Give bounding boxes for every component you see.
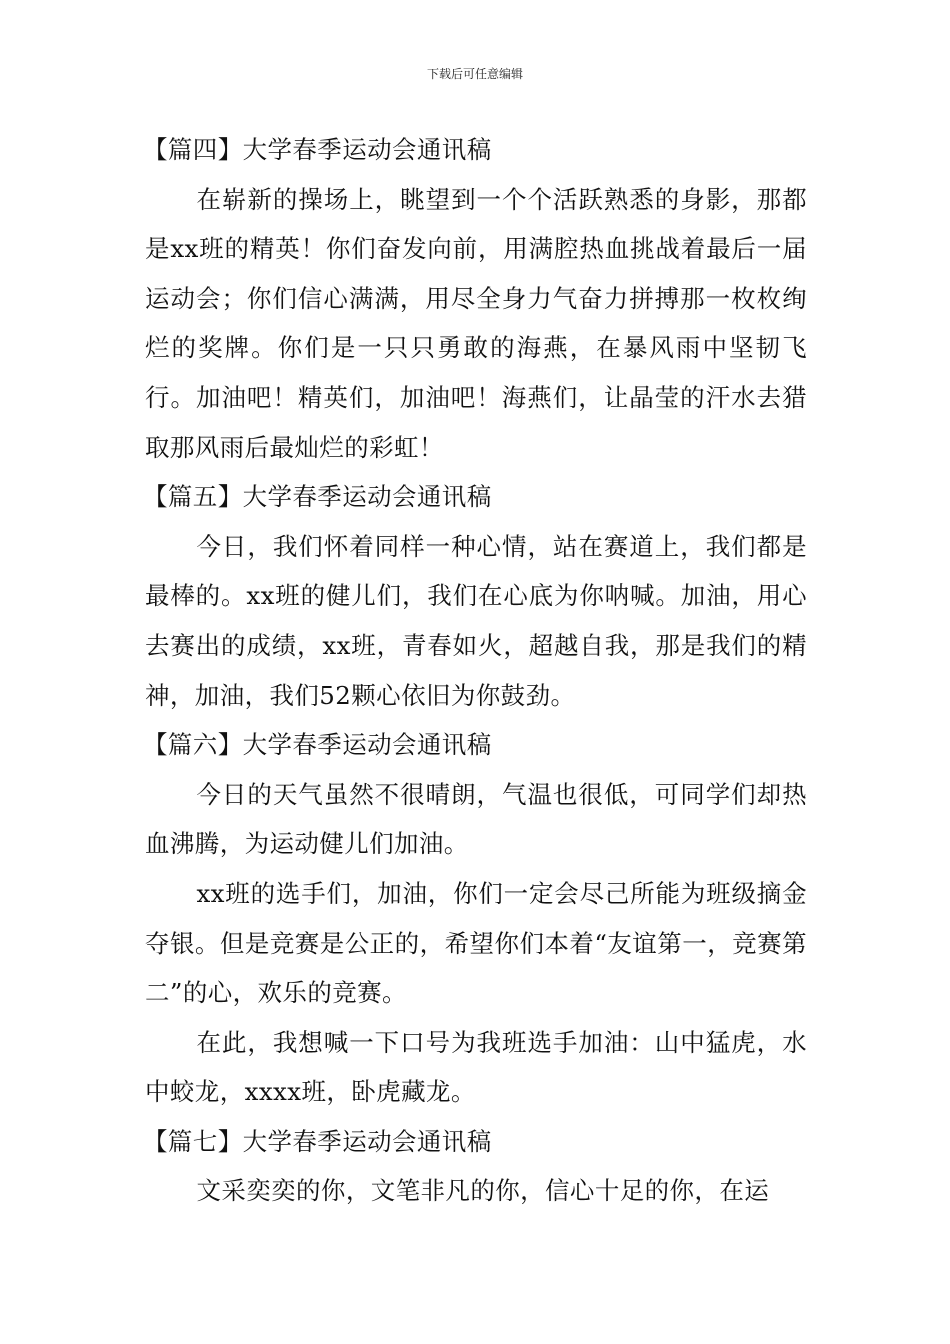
page-header: 下载后可任意编辑 (426, 67, 523, 81)
section-5 (145, 472, 807, 720)
paragraph: 在崭新的操场上，眺望到一个个活跃熟悉的身影，那都是xx班的精英！你们奋发向前，用满腔热血挑战着最后一届运动会；你们信心满满，用尽全身力气奋力拼搏那一枚枚绚烂的奖牌。你们是一只只勇敢的海燕，在暴风雨中坚韧飞行。加油吧！精英们，加油吧！海燕们，让晶莹的汗水去猎取那风雨后最灿烂的彩虹！ (145, 184, 807, 462)
section-title: 【篇七】大学春季运动会通讯稿 (143, 1126, 492, 1156)
paragraph: xx班的选手们，加油，你们一定会尽己所能为班级摘金夺银。但是竞赛是公正的，希望你们本着“友谊第一，竞赛第二”的心，欢乐的竞赛。 (145, 878, 807, 1008)
section-title: 【篇六】大学春季运动会通讯稿 (143, 730, 492, 760)
section-7 (145, 1117, 807, 1216)
paragraph: 今日的天气虽然不很晴朗，气温也很低，可同学们却热血沸腾，为运动健儿们加油。 (145, 779, 807, 859)
section-title: 【篇四】大学春季运动会通讯稿 (143, 135, 492, 164)
paragraph: 文采奕奕的你，文笔非凡的你，信心十足的你，在运 (196, 1176, 770, 1206)
paragraph: 在此，我想喊一下口号为我班选手加油：山中猛虎，水中蛟龙，xxxx班，卧虎藏龙。 (145, 1027, 807, 1107)
section-4 (145, 125, 807, 472)
section-6 (145, 720, 807, 1117)
paragraph: 今日，我们怀着同样一种心情，站在赛道上，我们都是最棒的。xx班的健儿们，我们在心底为你呐喊。加油，用心去赛出的成绩，xx班，青春如火，超越自我，那是我们的精神，加油，我们52颗心依旧为你鼓劲。 (145, 531, 807, 710)
document-body (145, 125, 807, 1216)
section-title: 【篇五】大学春季运动会通讯稿 (143, 482, 492, 512)
